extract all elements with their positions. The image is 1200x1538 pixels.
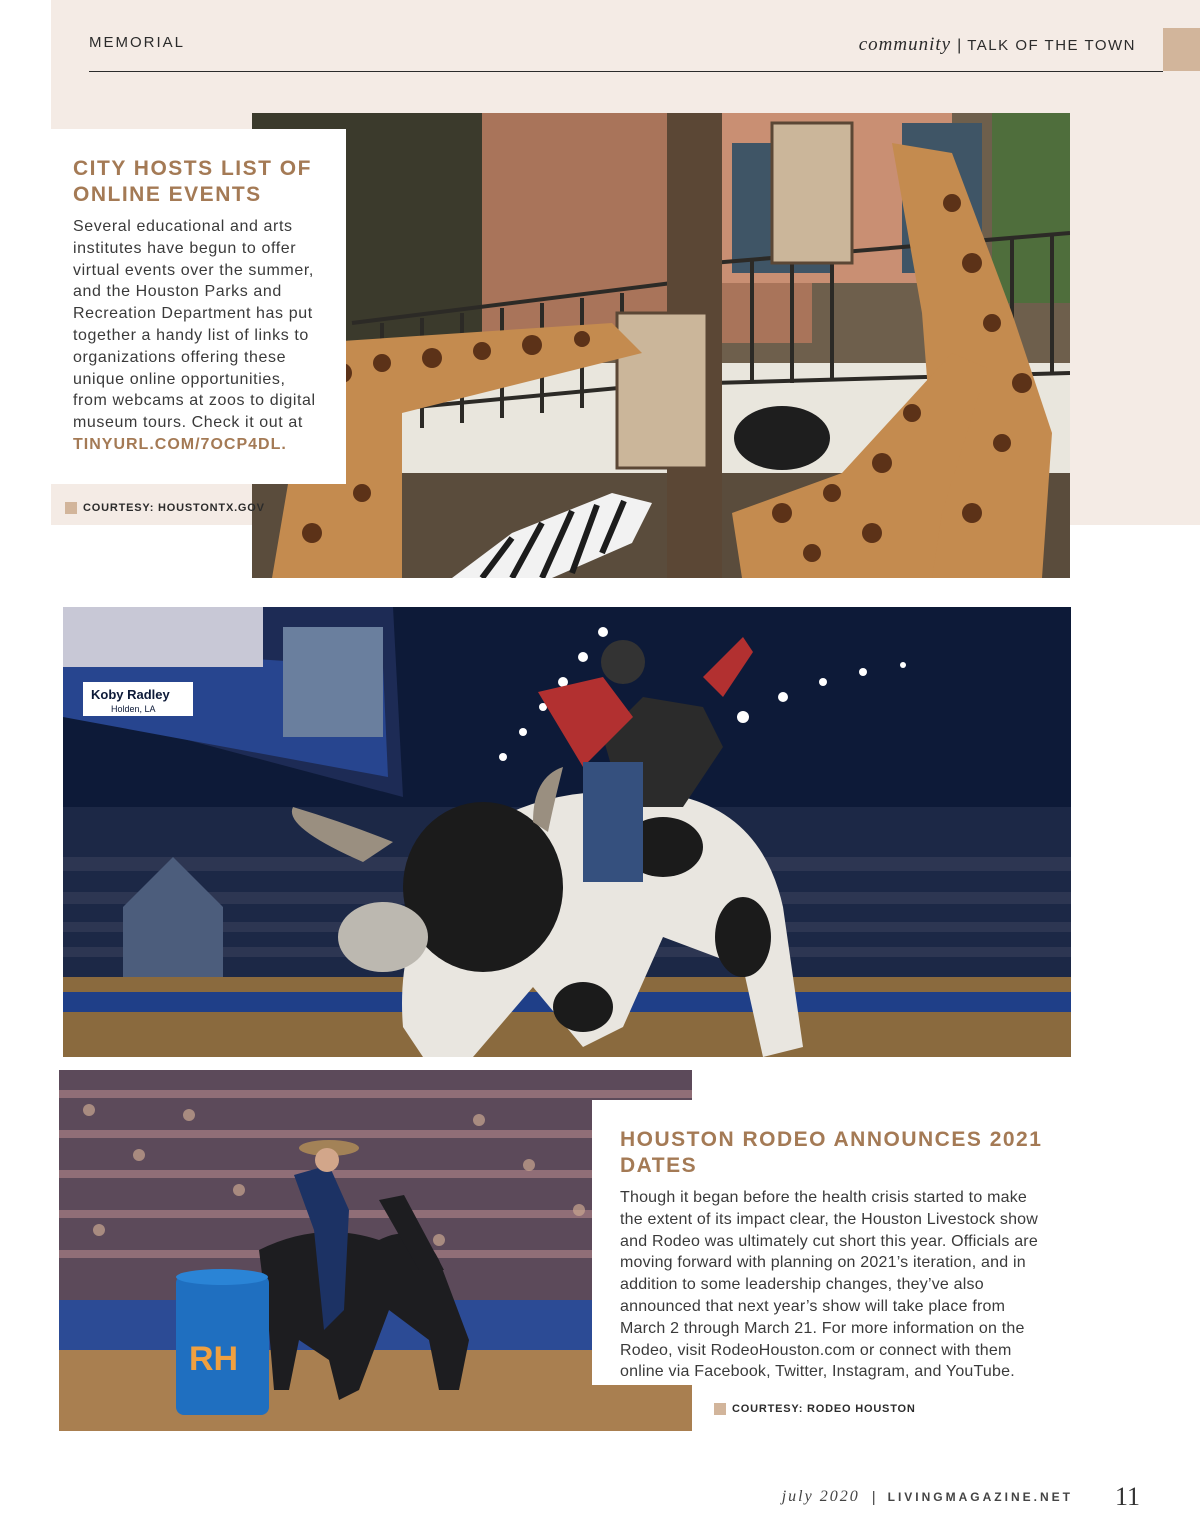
article-city-events-title-line1: CITY HOSTS LIST OF [73, 157, 312, 180]
footer-separator: | [871, 1488, 876, 1506]
jumbotron-rider-hometown: Holden, LA [111, 704, 156, 714]
article-city-events-link[interactable]: TINYURL.COM/7OCP4DL. [73, 435, 287, 453]
article-rodeo-dates-card [592, 1100, 1070, 1385]
running-header-separator: | [957, 37, 962, 54]
page-number: 11 [1114, 1482, 1140, 1511]
running-header-section: TALK OF THE TOWN [967, 37, 1136, 54]
photo-credit-rodeo-houston-text: COURTESY: RODEO HOUSTON [732, 1403, 916, 1415]
article-city-events-card [51, 129, 346, 484]
credit-marker-icon [714, 1403, 726, 1415]
barrel-logo-letters: RH [189, 1340, 239, 1378]
article-rodeo-dates-body: Though it began before the health crisis started to make the extent of its impact clear, the Houston Livestock show and Rodeo was ultimately cut short this year. Officials are moving forward with planning on 2021’s iteration, and in addition to some leadership changes, they’ve also announced that next year’s show will take place from March 2 through March 21. For more information on the Rodeo, visit RodeoHouston.com or connect with them online via Facebook, Twitter, Instagram, and YouTube. [620, 1189, 1039, 1381]
footer-website[interactable]: LIVINGMAGAZINE.NET [887, 1490, 1073, 1504]
page-footer [782, 1482, 1140, 1512]
photo-credit-houstontx [65, 502, 265, 514]
article-city-events-body [73, 216, 324, 456]
section-label: MEMORIAL [89, 34, 186, 51]
credit-marker-icon [65, 502, 77, 514]
article-rodeo-dates-title: HOUSTON RODEO ANNOUNCES 2021 DATES [620, 1128, 1043, 1177]
footer-issue-date: july 2020 [781, 1488, 860, 1505]
header-divider [89, 71, 1163, 72]
zoo-giraffes-photo [252, 113, 1070, 578]
photo-credit-rodeo-houston [714, 1403, 916, 1415]
jumbotron-rider-name: Koby Radley [91, 687, 170, 702]
section-tab-marker [1163, 28, 1200, 71]
article-city-events-title-line2: ONLINE EVENTS [73, 183, 262, 206]
article-city-events-title [73, 156, 324, 208]
photo-credit-houstontx-text: COURTESY: HOUSTONTX.GOV [83, 502, 265, 514]
article-city-events-body-text: Several educational and arts institutes have begun to offer virtual events over the summer, and the Houston Parks and Recreation Department has put together a handy list of links to organizations offering these unique online opportunities, from webcams at zoos to digital museum tours. Check it out at [73, 218, 316, 432]
bull-riding-photo [63, 607, 1071, 1057]
running-header-category: community [858, 34, 952, 55]
running-header [859, 34, 1136, 56]
